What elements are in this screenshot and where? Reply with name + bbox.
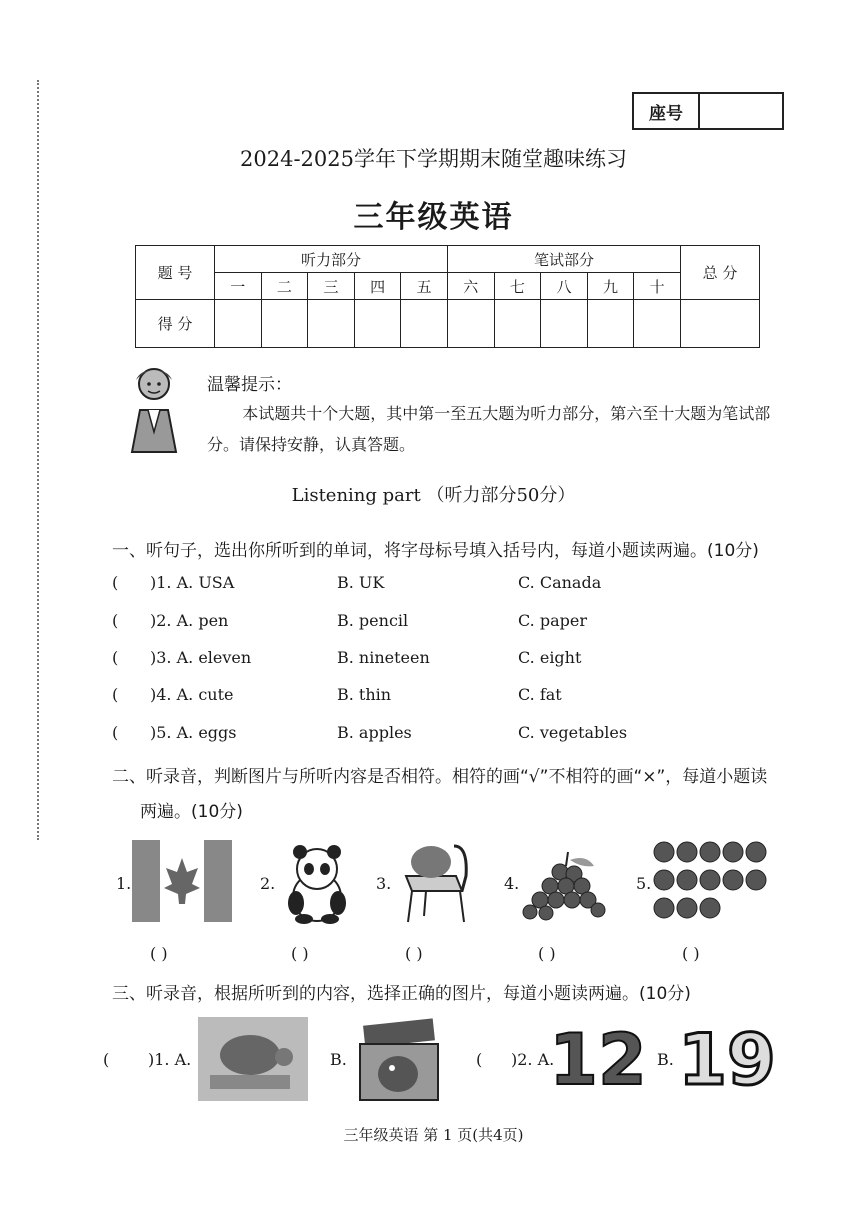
col-header: 四 — [354, 273, 401, 300]
total-cell[interactable] — [681, 300, 760, 348]
chair-icon — [396, 836, 472, 924]
page-footer: 三年级英语 第 1 页(共4页) — [343, 1126, 524, 1144]
answer-blank[interactable]: ( ) — [150, 944, 168, 963]
answer-blank[interactable]: ( ) — [538, 944, 556, 963]
option-c: C. eight — [518, 648, 582, 667]
option-a: )5. A. eggs — [150, 723, 237, 742]
seat-number-box — [632, 92, 784, 130]
q1-item — [112, 573, 812, 599]
tips-text: 本试题共十个大题，其中第一至五大题为听力部分，第六至十大题为笔试部分。请保持安静，认真答题。 — [207, 404, 771, 454]
q1-item — [112, 723, 812, 749]
listening-part-title: Listening part （听力部分50分） — [291, 485, 576, 506]
number-a-text: 12 — [549, 1019, 647, 1101]
pic-number: 1. — [116, 874, 132, 893]
pic-number: 4. — [504, 874, 520, 893]
answer-blank[interactable]: ( ) — [682, 944, 700, 963]
row-label-number: 题 号 — [136, 246, 215, 300]
score-cell[interactable] — [308, 300, 355, 348]
answer-paren[interactable]: ( — [112, 685, 119, 704]
turtle-icon — [198, 1017, 308, 1101]
score-cell[interactable] — [587, 300, 634, 348]
answer-paren[interactable]: ( — [112, 611, 119, 630]
apples-icon — [652, 840, 772, 920]
option-a: )1. A. USA — [150, 573, 235, 592]
teacher-avatar-icon — [118, 362, 190, 454]
col-header: 一 — [215, 273, 262, 300]
q1-item — [112, 648, 812, 674]
q1-heading: 一、听句子，选出你所听到的单词，将字母标号填入括号内，每道小题读两遍。(10分) — [112, 541, 759, 561]
score-cell[interactable] — [541, 300, 588, 348]
panda-icon — [282, 837, 352, 925]
option-a: )2. A. pen — [150, 611, 229, 630]
score-cell[interactable] — [261, 300, 308, 348]
answer-blank[interactable]: ( ) — [405, 944, 423, 963]
score-cell[interactable] — [634, 300, 681, 348]
q2-pictures — [112, 832, 792, 932]
col-header: 三 — [308, 273, 355, 300]
number-19-picture — [678, 1019, 776, 1101]
answer-paren[interactable]: ( — [476, 1050, 483, 1069]
total-header: 总 分 — [681, 246, 760, 300]
option-a: )3. A. eleven — [150, 648, 252, 667]
col-header: 九 — [587, 273, 634, 300]
col-header: 五 — [401, 273, 448, 300]
option-c: C. vegetables — [518, 723, 628, 742]
score-cell[interactable] — [215, 300, 262, 348]
option-b: B. UK — [337, 573, 385, 592]
col-header: 七 — [494, 273, 541, 300]
option-b: B. nineteen — [337, 648, 430, 667]
subject-title: 三年级英语 — [353, 200, 514, 235]
answer-paren[interactable]: ( — [112, 648, 119, 667]
option-c: C. paper — [518, 611, 587, 630]
pic-number: 5. — [636, 874, 652, 893]
answer-paren[interactable]: ( — [112, 723, 119, 742]
option-a: )2. A. — [511, 1050, 555, 1069]
q2-heading-line2: 两遍。(10分) — [140, 802, 243, 822]
answer-paren[interactable]: ( — [112, 573, 119, 592]
score-table — [135, 245, 760, 348]
seat-number-field[interactable] — [700, 94, 782, 128]
option-c: C. Canada — [518, 573, 602, 592]
q1-item — [112, 685, 812, 711]
q1-item — [112, 611, 812, 637]
number-12-picture — [549, 1019, 647, 1101]
canada-flag-icon — [132, 840, 232, 922]
score-cell[interactable] — [354, 300, 401, 348]
option-c: C. fat — [518, 685, 562, 704]
pic-number: 3. — [376, 874, 392, 893]
col-header: 二 — [261, 273, 308, 300]
score-cell[interactable] — [401, 300, 448, 348]
writing-header: 笔试部分 — [447, 246, 680, 273]
option-a: )1. A. — [148, 1050, 192, 1069]
answer-paren[interactable]: ( — [103, 1050, 110, 1069]
exam-title: 2024-2025学年下学期期末随堂趣味练习 — [240, 147, 627, 171]
option-b: B. thin — [337, 685, 392, 704]
q2-heading-line1: 二、听录音，判断图片与所听内容是否相符。相符的画“√”不相符的画“×”，每道小题读 — [112, 767, 768, 787]
option-b: B. — [330, 1050, 347, 1069]
box-cartoon-icon — [350, 1018, 446, 1102]
option-a: )4. A. cute — [150, 685, 234, 704]
number-b-text: 19 — [678, 1019, 776, 1101]
pic-number: 2. — [260, 874, 276, 893]
tips-title: 温馨提示： — [207, 375, 292, 395]
q3-heading: 三、听录音，根据所听到的内容，选择正确的图片，每道小题读两遍。(10分) — [112, 984, 691, 1004]
col-header: 十 — [634, 273, 681, 300]
option-b: B. apples — [337, 723, 412, 742]
answer-blank[interactable]: ( ) — [291, 944, 309, 963]
score-cell[interactable] — [494, 300, 541, 348]
listening-header: 听力部分 — [215, 246, 448, 273]
col-header: 六 — [447, 273, 494, 300]
score-cell[interactable] — [447, 300, 494, 348]
row-label-score: 得 分 — [136, 300, 215, 348]
col-header: 八 — [541, 273, 588, 300]
option-b: B. — [657, 1050, 674, 1069]
seat-label: 座号 — [634, 94, 700, 128]
grapes-icon — [520, 852, 610, 922]
option-b: B. pencil — [337, 611, 409, 630]
